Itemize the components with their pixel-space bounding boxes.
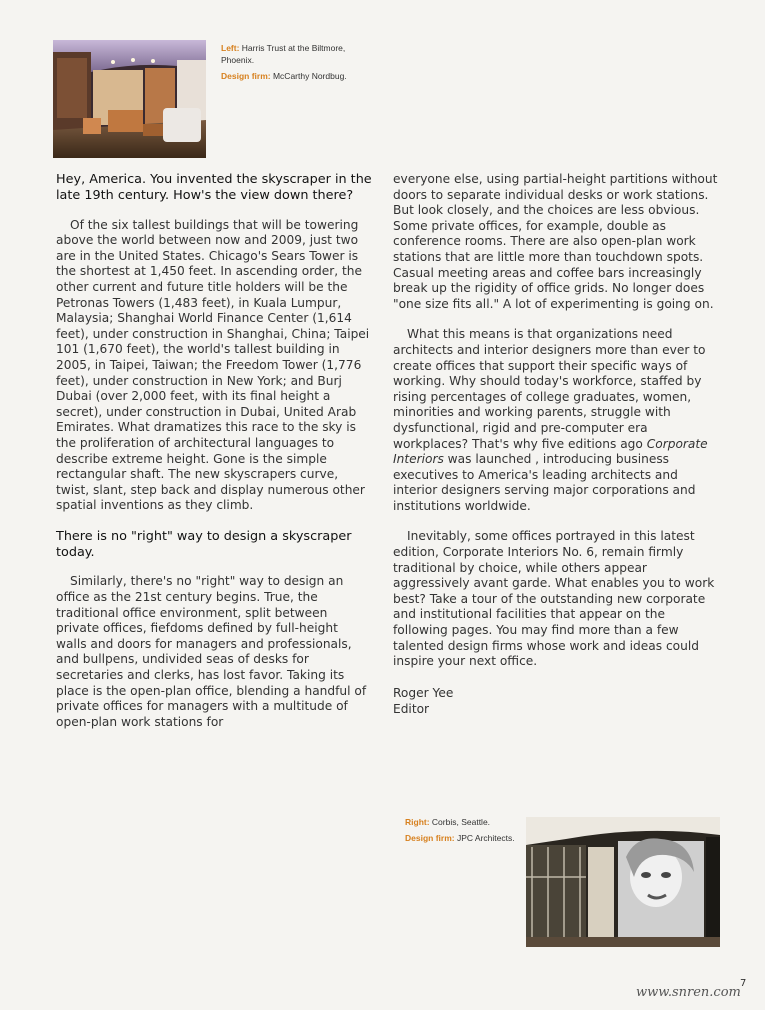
- caption-text-location: Harris Trust at the Biltmore,: [241, 43, 346, 53]
- body-paragraph: [393, 327, 719, 514]
- section-heading-right-way: There is no "right" way to design a skyscraper today.: [56, 528, 352, 560]
- caption-text-design-firm: JPC Architects.: [456, 833, 515, 843]
- body-paragraph: Similarly, there's no "right" way to design an office as the 21st century begins. True, the traditional office environment, split between private offices, fiefdoms defined by full-height walls and doors for managers and professionals, and bullpens, undivided seas of desks for secretaries and clerks, has lost favor. Taking its place is the open-plan office, blending a handful of private offices for managers with a multitude of open-plan work stations for: [56, 574, 367, 729]
- signature-title: Editor: [393, 701, 430, 716]
- text-run: What this means is that organizations need architects and interior designers more than ever to create offices that support their specific ways of working. Why should today's workforce, staffed by rising percentages of college graduates, women, minorities and working parents, struggle with dysfunctional, rigid and pre-computer era workplaces? That's why five editions ago: [393, 327, 706, 451]
- caption-label-design-firm: Design firm:: [221, 71, 271, 81]
- caption-label-design-firm: Design firm:: [405, 833, 455, 843]
- left-text-column: [56, 172, 372, 745]
- signature: [393, 685, 719, 717]
- page-number: 7: [740, 978, 747, 989]
- caption-label-right: Right:: [405, 817, 430, 827]
- caption-label-left: Left:: [221, 43, 240, 53]
- watermark: www.snren.com: [636, 985, 741, 1000]
- office-photo-harris-trust: [53, 40, 206, 158]
- corbis-interior-illustration: [526, 817, 720, 947]
- caption-text-city: Phoenix.: [221, 55, 255, 65]
- body-paragraph: Inevitably, some offices portrayed in this latest edition, Corporate Interiors No. 6, remain firmly traditional by choice, while others appear aggressively avant garde. What enables you to work best? Take a tour of the outstanding new corporate and institutional facilities that appear on the following pages. You may find more than a few talented design firms whose work and ideas could inspire your next office.: [393, 529, 715, 669]
- photo-caption-bottom: [405, 816, 523, 844]
- body-paragraph: everyone else, using partial-height partitions without doors to separate individual desks or work stations. But look closely, and the choices are less obvious. Some private offices, for example, double as conference rooms. There are also open-plan work stations that are little more than touchdown spots. Casual meeting areas and coffee bars increasingly break up the rigidity of office grids. No longer does "one size fits all." A lot of experimenting is going on.: [393, 172, 718, 311]
- photo-caption-top: [221, 42, 361, 82]
- harris-trust-interior-illustration: [53, 40, 206, 158]
- text-run: was launched , introducing business executives to America's leading architects and interior designers serving major corporations and institutions worldwide.: [393, 452, 696, 513]
- publication-title: Corporate Interiors: [393, 436, 708, 467]
- caption-text-design-firm: McCarthy Nordbug.: [272, 71, 347, 81]
- right-text-column: [393, 172, 719, 717]
- body-paragraph: Of the six tallest buildings that will be towering above the world between now and 2009, just two are in the United States. Chicago's Sears Tower is the shortest at 1,450 feet. In ascending order, the other current and future title holders will be the Petronas Towers (1,483 feet), in Kuala Lumpur, Malaysia; Shanghai World Finance Center (1,614 feet), under construction in Shanghai, China; Taipei 101 (1,670 feet), the world's tallest building in 2005, in Taipei, Taiwan; the Freedom Tower (1,776 feet), under construction in New York; and Burj Dubai (over 2,000 feet, with its final height a secret), under construction in Dubai, United Arab Emirates. What dramatizes this race to the sky is the proliferation of architectural languages to describe extreme height. Gone is the simple rectangular shaft. The new skyscrapers curve, twist, slant, step back and display numerous other spatial inventions as they climb.: [56, 217, 370, 513]
- office-photo-corbis: [526, 817, 720, 947]
- caption-text-location: Corbis, Seattle.: [431, 817, 491, 827]
- section-heading-skyscraper: Hey, America. You invented the skyscraper in the late 19th century. How's the view down there?: [56, 172, 372, 203]
- signature-name: Roger Yee: [393, 685, 454, 700]
